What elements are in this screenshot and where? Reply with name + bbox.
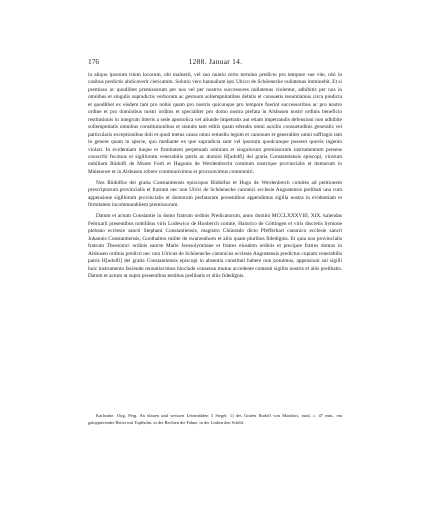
running-title: 1288. Januar 14. <box>188 57 243 66</box>
paragraph-sealing: Nos Rüdolfus dei gratia Constantiensis episcopus Rüdolfus et Hugo de Werdenbrech comites ad petitionem prescriptorum provincialis et fratrum nec non Ulrici de Schöenecke canonici ecclesie Augustensis prelibati una cum appensione sigillorum provincialis et domorum prefatarum presentibus appendimus sigilla nostra in evidentiam et firmitatem incommutabilem premissorum. <box>88 179 342 209</box>
charter-text <box>88 72 342 280</box>
paragraph-dating: Datum et actum Constantie in domo fratrum ordinis Predicatorum, anno domini MCCLXXXVIII, XIX. kalendas Februarii presentibus nobilibus viris Ludewico de Honberch comite, Hainrico de Göttingen et viris discretis Symone plebano ecclesie sancti Stephani Constantiensis, magistro Chünrado dicto Pfefferhart canonico ecclesie sancti Johannis Constantiensis, Gonthalmo milite de swarzenhorn et aliis quam pluribus fidedignis. Et quia nos provincialis fratrum Theutonici ordinis sancte Marie Jerosolymitane et fratres eiusdem ordinis et precipue fratres domus in Alsbusen ordinis predicti nec non Ulricus de Schöenecke canonicus ecclesie Augustensis predictus copiam venerabilis patris H[udolfi] dei gratia Constantiensis episcopi in absentia constituti habere non potuimus, appensioni sui sigilli huic instrumento faciende renuntiavimus hincinde consensu mutuo accedente contenti sigillis nostris et aliis prelibatis. Datum et actum ut supra presentibus testibus prelibatis et aliis fidedignis. <box>88 213 342 279</box>
archival-note <box>88 413 342 426</box>
page-header <box>88 56 343 68</box>
paragraph-renunciation: in aliquo ipsorum trium locorum, ubi maluerit, vel suo nuntio certo termino predicto pro tempore sue vite, nisi in casibus predictis abdicaverit clericatum. Solutio vero bannalium ipsi Ulrico de Schöenecke nullatenus imminebit. Et si premisso ac quodlibet premissorum per nos vel per nostros successores nullatenus violentur, adhibitis per nos in omnibus et singulis supradictis verborum ac gestuum sollempnitatibus debitis et consuetis renuntiamus circa predicta et quodlibet ex eisdem tam pro nobis quam pro nostris quicunque pro tempore fuerint successoribus ac pro nostro ordine et pro dominibus nostri ordinis et specialiter pro domo nostra prefata in Alsbusen nostri ordinis beneficio restitutionis in integrum litteris a sede apostolica vel aliunde impetratis aut etiam impetrandis defensioni non adhibite sollempnitatis omnibus constitutionibus et statutis tam editis quam edendis omni auxilio consuetudinis generalis vel particularis exceptionibus doli et quod metus causa omni remedio legum et canonum et generaliter omni suffragio tam in genere quam in specie, quo mediante ex que supradicta sunt vel ipsorum quodcunque possent quovis ingenio violari. In evidentiam itaque et firmitatem perpetuam omnium et singulorum premissorum instrumentum presens conscribi fecimus et sigillorum venerabilis patris ac domini H[udolfi] dei gratia Constantiensis episcopi, virorum nobilium Rüdolfi de Monte Forti et Hugonis de Werdenbrecht comitum nostrique provincialis et domorum in Maienowe et in Alsbusen robore communivimus et procuravimus communiri. <box>88 72 342 175</box>
page-number: 176 <box>88 57 100 66</box>
footnote-text: Karlsruhe. Orig. Perg. An blauen und weissen Leinenfäden 3 Siegel: 1) des Grafen Rudolf von Montfort, rund, c. 47 mm., ein galoppierender Reiter mit Topfhelm, in der Rechten die Fahne, in der Linken den Schild. <box>88 413 342 425</box>
